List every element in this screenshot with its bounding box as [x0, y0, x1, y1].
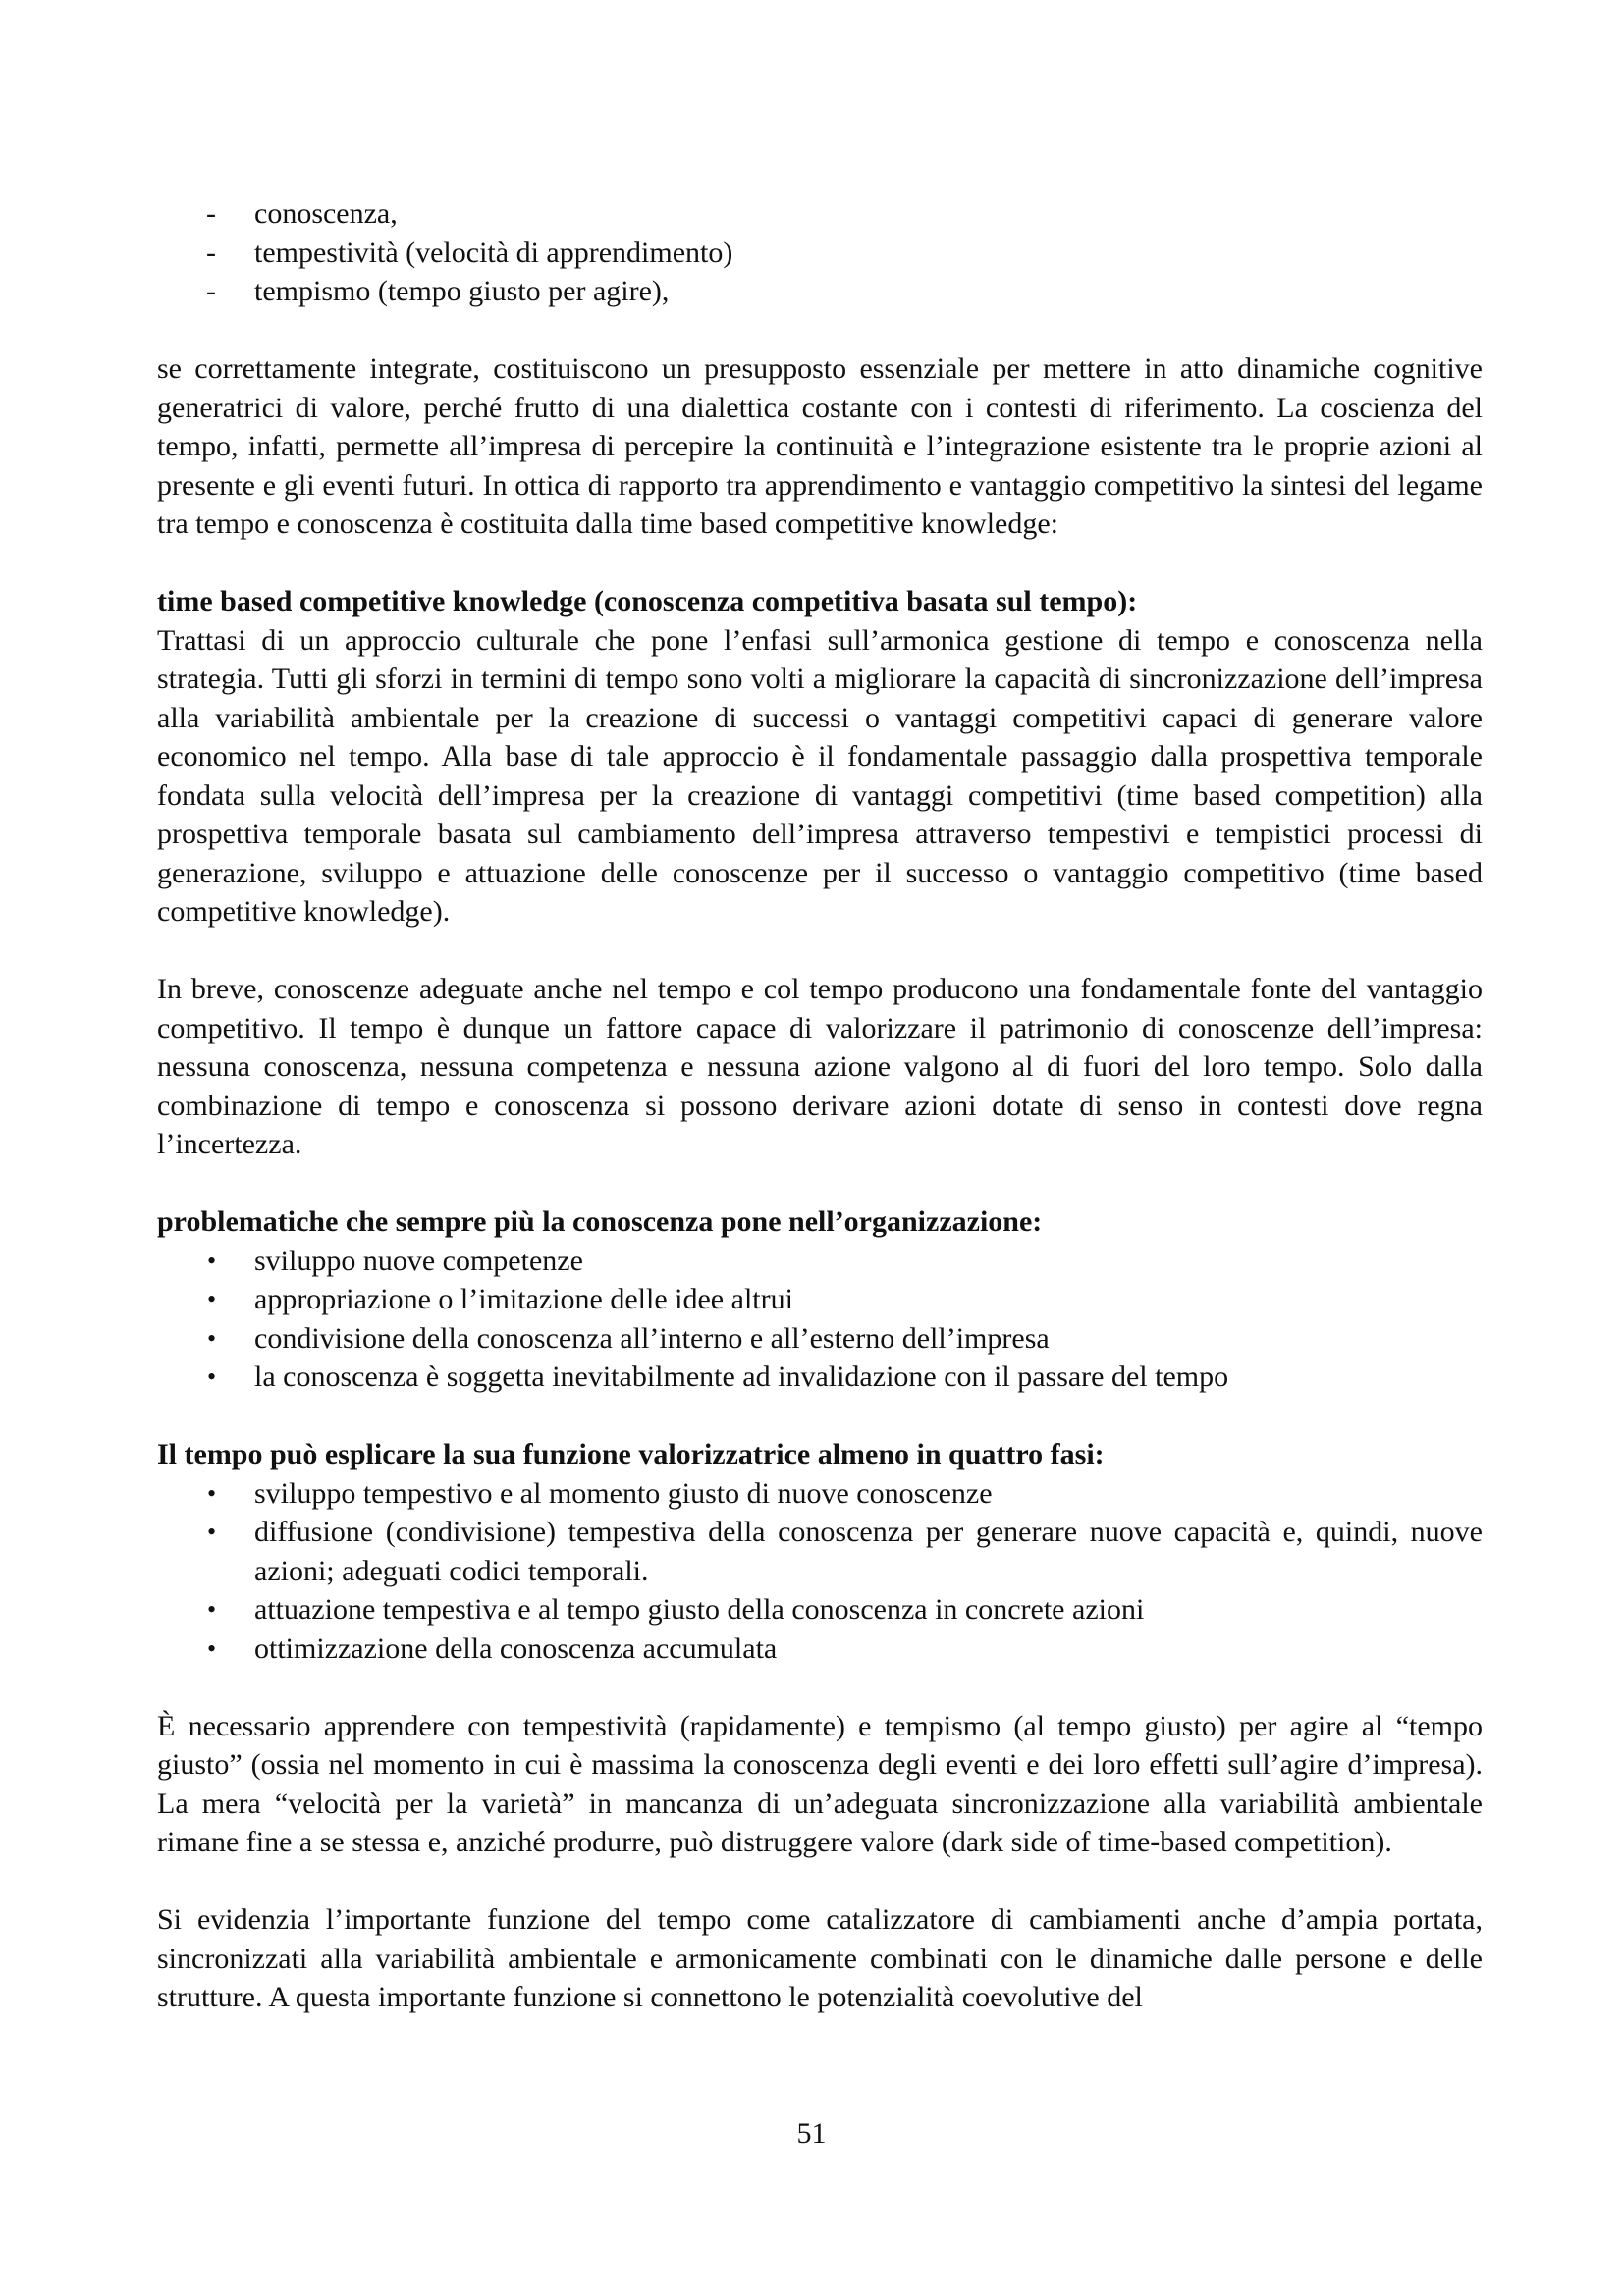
- spacer: [157, 311, 1483, 350]
- list-item-text: ottimizzazione della conoscenza accumulata: [254, 1631, 778, 1665]
- bullet-icon: •: [207, 1478, 217, 1508]
- dash-marker: -: [206, 275, 216, 307]
- list-item-text: sviluppo tempestivo e al momento giusto di nuove conoscenze: [254, 1476, 993, 1510]
- list-item-text: condivisione della conoscenza all’interno e all’esterno dell’impresa: [254, 1321, 1050, 1355]
- list-item: [157, 1590, 1483, 1629]
- spacer: [157, 932, 1483, 971]
- list-item: [157, 272, 1483, 311]
- list-item-text: sviluppo nuove competenze: [254, 1244, 583, 1277]
- spacer: [157, 1397, 1483, 1436]
- bullet-icon: •: [207, 1285, 217, 1313]
- paragraph-1: se correttamente integrate, costituiscono un presupposto essenziale per mettere in atto dinamiche cognitive generatrici di valore, perché frutto di una dialettica costante con i contesti di riferimento. La coscienza del tempo, infatti, permette all’impresa di percepire la continuità e l’integrazione esistente tra le proprie azioni al presente e gli eventi futuri. In ottica di rapporto tra apprendimento e vantaggio competitivo la sintesi del legame tra tempo e conoscenza è costituita dalla time based competitive knowledge:: [157, 352, 1483, 540]
- paragraph-4: È necessario apprendere con tempestività (rapidamente) e tempismo (al tempo giusto) per agire al “tempo giusto” (ossia nel momento in cui è massima la conoscenza degli eventi e dei loro effetti sull’agire d’impresa). La mera “velocità per la varietà” in mancanza di un’adeguata sincronizzazione alla variabilità ambientale rimane fine a se stessa e, anziché produrre, può distruggere valore (dark side of time-based competition).: [157, 1709, 1483, 1858]
- intro-list: [157, 194, 1483, 311]
- list-item: [157, 194, 1483, 234]
- list-item-text: attuazione tempestiva e al tempo giusto della conoscenza in concrete azioni: [254, 1593, 1145, 1626]
- heading-time-based-knowledge: time based competitive knowledge (conoscenza competitiva basata sul tempo):: [157, 585, 1138, 617]
- bullet-icon: •: [207, 1633, 217, 1663]
- list-item: [157, 1280, 1483, 1319]
- list-item: [157, 1474, 1483, 1514]
- list-item: [157, 1242, 1483, 1281]
- paragraph-2: Trattasi di un approccio culturale che pone l’enfasi sull’armonica gestione di tempo e conoscenza nella strategia. Tutti gli sforzi in termini di tempo sono volti a migliorare la capacità di sincronizzazione dell’impresa alla variabilità ambientale per la creazione di successi o vantaggi competitivi capaci di generare valore economico nel tempo. Alla base di tale approccio è il fondamentale passaggio dalla prospettiva temporale fondata sulla velocità dell’impresa per la creazione di vantaggi competitivi (time based competition) alla prospettiva temporale basata sul cambiamento dell’impresa attraverso tempestivi e tempistici processi di generazione, sviluppo e attuazione delle conoscenze per il successo o vantaggio competitivo (time based competitive knowledge).: [157, 623, 1483, 928]
- paragraph-3: In breve, conoscenze adeguate anche nel tempo e col tempo producono una fondamentale fonte del vantaggio competitivo. Il tempo è dunque un fattore capace di valorizzare il patrimonio di conoscenze dell’impresa: nessuna conoscenza, nessuna competenza e nessuna azione valgono al di fuori del loro tempo. Solo dalla combinazione di tempo e conoscenza si possono derivare azioni dotate di senso in contesti dove regna l’incertezza.: [157, 973, 1483, 1160]
- dash-marker: -: [206, 236, 216, 269]
- quattro-fasi-list: [157, 1474, 1483, 1669]
- heading-problematiche: problematiche che sempre più la conoscenza pone nell’organizzazione:: [157, 1205, 1043, 1238]
- list-item: [157, 1358, 1483, 1397]
- list-item: [157, 1513, 1483, 1590]
- paragraph-5: Si evidenzia l’importante funzione del tempo come catalizzatore di cambiamenti anche d’ampia portata, sincronizzati alla variabilità ambientale e armonicamente combinati con le dinamiche dalle persone e delle strutture. A questa importante funzione si connettono le potenzialità coevolutive del: [157, 1903, 1483, 2013]
- list-item-text: conoscenza,: [254, 197, 398, 230]
- spacer: [157, 544, 1483, 583]
- page-number: 51: [796, 2117, 827, 2150]
- problematiche-list: [157, 1242, 1483, 1397]
- list-item-text: appropriazione o l’imitazione delle idee altrui: [254, 1283, 793, 1315]
- bullet-icon: •: [207, 1246, 217, 1275]
- bullet-icon: •: [207, 1595, 217, 1624]
- bullet-icon: •: [207, 1323, 217, 1353]
- bullet-icon: •: [207, 1362, 217, 1391]
- list-item: [157, 1629, 1483, 1669]
- spacer: [157, 1164, 1483, 1203]
- list-item-text: tempismo (tempo giusto per agire),: [254, 275, 670, 307]
- list-item: [157, 1319, 1483, 1359]
- list-item-text: la conoscenza è soggetta inevitabilmente ad invalidazione con il passare del tempo: [254, 1361, 1229, 1393]
- spacer: [157, 1668, 1483, 1707]
- list-item-text: diffusione (condivisione) tempestiva della conoscenza per generare nuove capacità e, quindi, nuove azioni; adeguati codici temporali.: [254, 1516, 1483, 1587]
- heading-quattro-fasi: Il tempo può esplicare la sua funzione valorizzatrice almeno in quattro fasi:: [157, 1438, 1105, 1470]
- spacer: [157, 1862, 1483, 1901]
- list-item-text: tempestività (velocità di apprendimento): [254, 236, 733, 269]
- list-item: [157, 234, 1483, 273]
- bullet-icon: •: [207, 1518, 217, 1546]
- page-body: [157, 194, 1483, 2017]
- dash-marker: -: [206, 197, 216, 230]
